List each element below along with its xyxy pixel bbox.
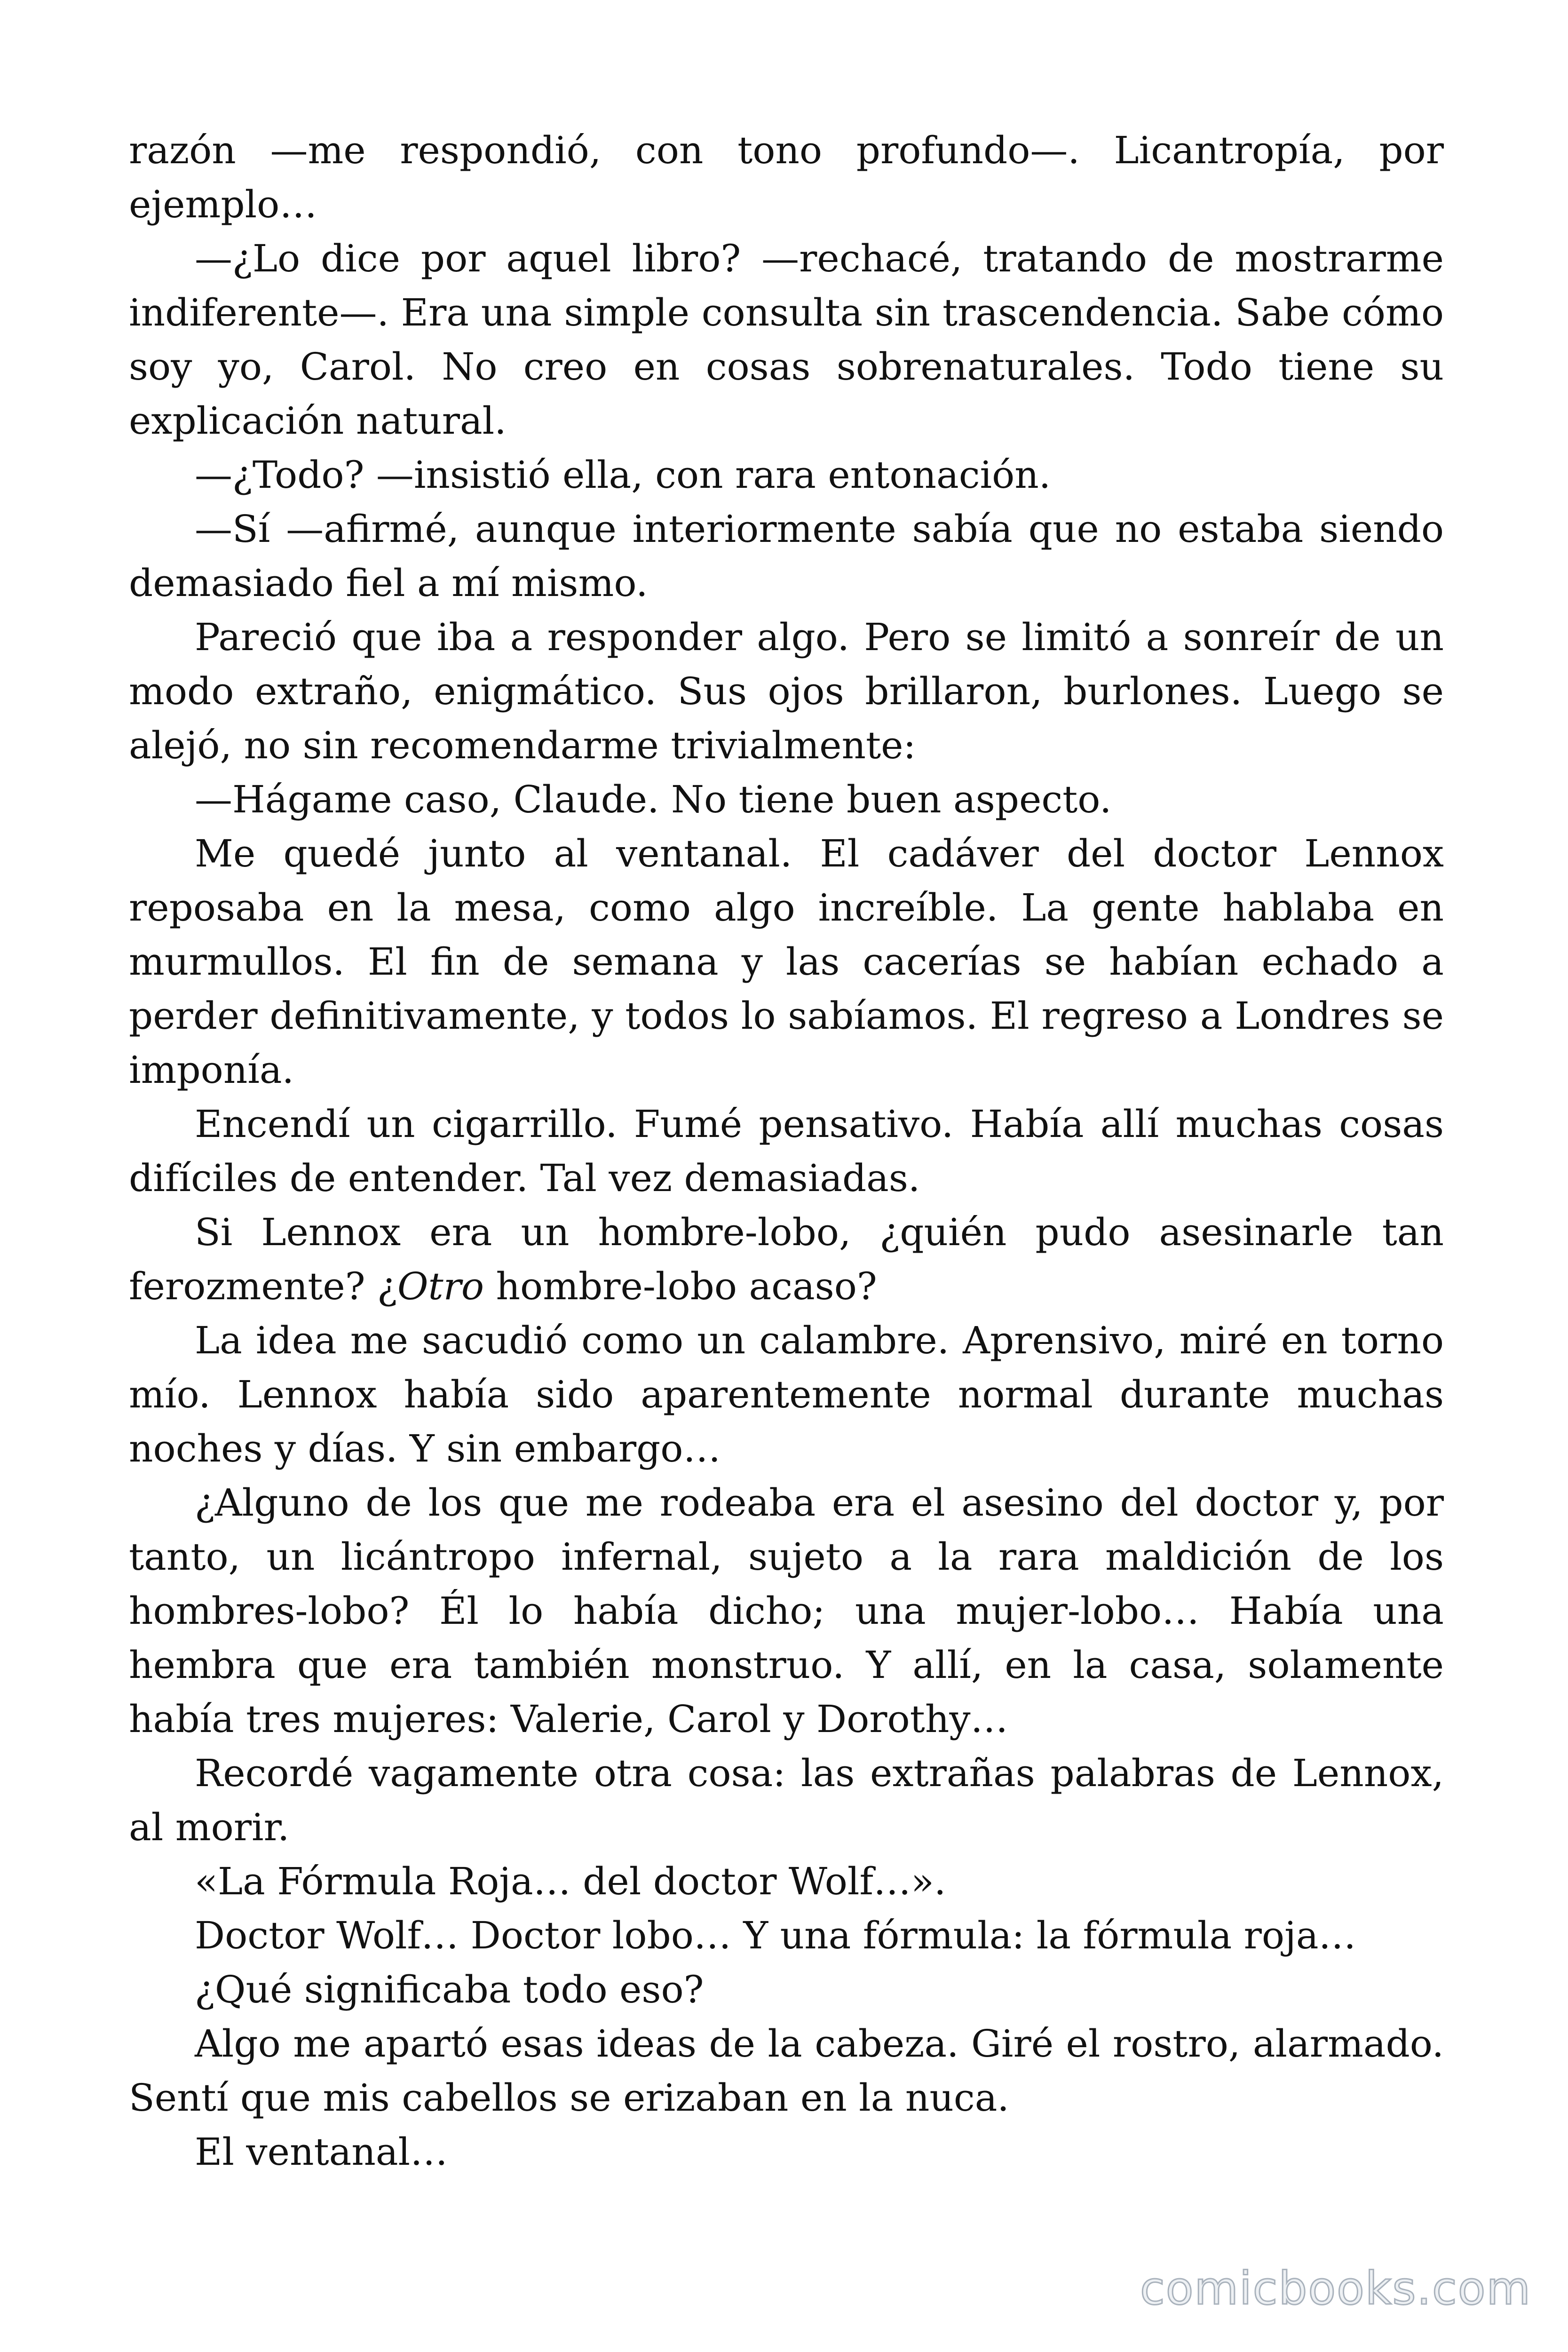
paragraph: —¿Lo dice por aquel libro? —rechacé, tratando de mostrarme indiferente—. Era una simple consulta sin trascendencia. Sabe cómo soy yo, Carol. No creo en cosas sobrenaturales. Todo tiene su explicación natural.: [129, 237, 1444, 443]
text-run: hombre-lobo acaso?: [484, 1264, 877, 1308]
paragraph: razón —me respondió, con tono profundo—. Licantropía, por ejemplo…: [129, 128, 1444, 226]
text-run: Si Lennox era un hombre-lobo, ¿quién pudo asesinarle tan ferozmente? ¿: [129, 1210, 1444, 1308]
page-text: [129, 123, 1444, 2179]
paragraph: —Hágame caso, Claude. No tiene buen aspecto.: [195, 778, 1112, 821]
watermark: comicbooks.com: [1140, 2262, 1531, 2315]
paragraph: Doctor Wolf… Doctor lobo… Y una fórmula: la fórmula roja…: [195, 1914, 1356, 1957]
paragraph: Algo me apartó esas ideas de la cabeza. Giré el rostro, alarmado. Sentí que mis cabellos se erizaban en la nuca.: [129, 2022, 1444, 2120]
paragraph: —¿Todo? —insistió ella, con rara entonación.: [195, 453, 1051, 497]
paragraph: ¿Qué significaba todo eso?: [195, 1968, 704, 2011]
paragraph-with-italic: [129, 1205, 1444, 1313]
paragraph: —Sí —afirmé, aunque interiormente sabía que no estaba siendo demasiado fiel a mí mismo.: [129, 507, 1444, 605]
paragraph: El ventanal…: [195, 2130, 448, 2174]
paragraph: Encendí un cigarrillo. Fumé pensativo. Había allí muchas cosas difíciles de entender. Tal vez demasiadas.: [129, 1102, 1444, 1200]
paragraph: La idea me sacudió como un calambre. Aprensivo, miré en torno mío. Lennox había sido aparentemente normal durante muchas noches y días. Y sin embargo…: [129, 1319, 1444, 1470]
paragraph: Recordé vagamente otra cosa: las extrañas palabras de Lennox, al morir.: [129, 1751, 1444, 1849]
paragraph: Me quedé junto al ventanal. El cadáver del doctor Lennox reposaba en la mesa, como algo increíble. La gente hablaba en murmullos. El fin de semana y las cacerías se habían echado a perder definitivamente, y todos lo sabíamos. El regreso a Londres se imponía.: [129, 832, 1444, 1092]
paragraph: «La Fórmula Roja… del doctor Wolf…».: [195, 1859, 946, 1903]
paragraph: ¿Alguno de los que me rodeaba era el asesino del doctor y, por tanto, un licántropo infernal, sujeto a la rara maldición de los hombres-lobo? Él lo había dicho; una mujer-lobo… Había una hembra que era también monstruo. Y allí, en la casa, solamente había tres mujeres: Valerie, Carol y Dorothy…: [129, 1481, 1444, 1741]
paragraph: Pareció que iba a responder algo. Pero se limitó a sonreír de un modo extraño, enigmático. Sus ojos brillaron, burlones. Luego se alejó, no sin recomendarme trivialmente:: [129, 615, 1444, 767]
italic-text: Otro: [397, 1264, 484, 1308]
